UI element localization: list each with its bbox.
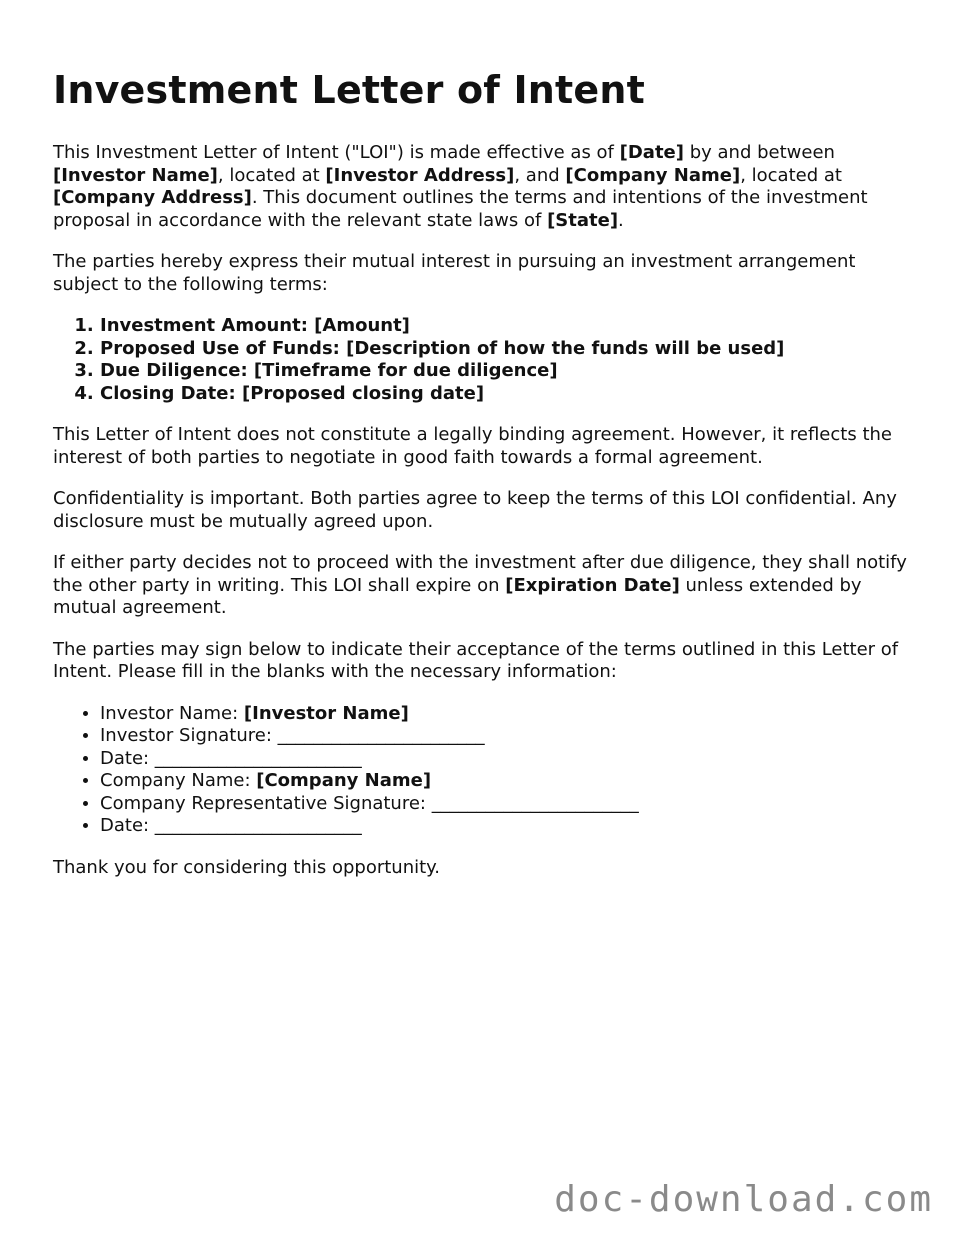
company-name-field[interactable]: [Company Name] [256,770,432,791]
non-binding-paragraph: This Letter of Intent does not constitute a legally binding agreement. However, it reflects the interest of both parties to negotiate in good faith towards a formal agreement. [53,424,892,468]
termination-paragraph: If either party decides not to proceed with the investment after due diligence, they shall notify the other party in writing. This LOI shall expire on [Expiration Date] unless extended by mutual agreement. [53,552,907,618]
list-item: 1. Investment Amount: [Amount] [100,315,913,338]
expiration-date-placeholder: [Expiration Date] [505,574,680,596]
list-item: 2. Proposed Use of Funds: [Description of how the funds will be used] [100,338,913,361]
confidentiality-paragraph: Confidentiality is important. Both parties agree to keep the terms of this LOI confidential. Any disclosure must be mutually agreed upon. [53,488,897,532]
company-signature-field[interactable]: • Company Representative Signature: _______________________ [100,793,913,816]
list-item: • Company Name: [Company Name] [100,770,913,793]
signature-fields-list [53,703,913,838]
terms-intro: The parties hereby express their mutual interest in pursuing an investment arrangement subject to the following terms: [53,251,856,295]
terms-list [53,315,913,405]
investor-signature-field[interactable]: • Investor Signature: _______________________ [100,725,913,748]
list-item: 4. Closing Date: [Proposed closing date] [100,383,913,406]
watermark: doc-download.com [554,1179,933,1220]
company-address-placeholder: [Company Address] [53,187,252,208]
investor-address-placeholder: [Investor Address] [325,164,515,186]
signature-intro: The parties may sign below to indicate their acceptance of the terms outlined in this Letter of Intent. Please fill in the blanks with the necessary information: [53,638,899,682]
list-item: 3. Due Diligence: [Timeframe for due diligence] [100,360,913,383]
list-item: • Investor Name: [Investor Name] [100,703,913,726]
closing-line: Thank you for considering this opportunity. [53,856,440,878]
investor-date-field[interactable]: • Date: _______________________ [100,748,913,771]
investor-name-field[interactable]: [Investor Name] [243,702,409,724]
company-name-placeholder: [Company Name] [565,164,741,186]
document-page [53,64,913,898]
state-placeholder: [State] [547,209,619,231]
date-placeholder: [Date] [619,142,684,163]
investor-name-placeholder: [Investor Name] [53,164,218,186]
intro-paragraph: This Investment Letter of Intent ("LOI") is made effective as of [Date] by and between [Investor Name], located at [Investor Address], and [Company Name], located at [Company Address]. This document outlines the terms and intentions of the investment proposal in accordance with the relevant state laws of [State]. [53,142,868,231]
company-date-field[interactable]: • Date: _______________________ [100,815,913,838]
document-title: Investment Letter of Intent [53,68,646,112]
